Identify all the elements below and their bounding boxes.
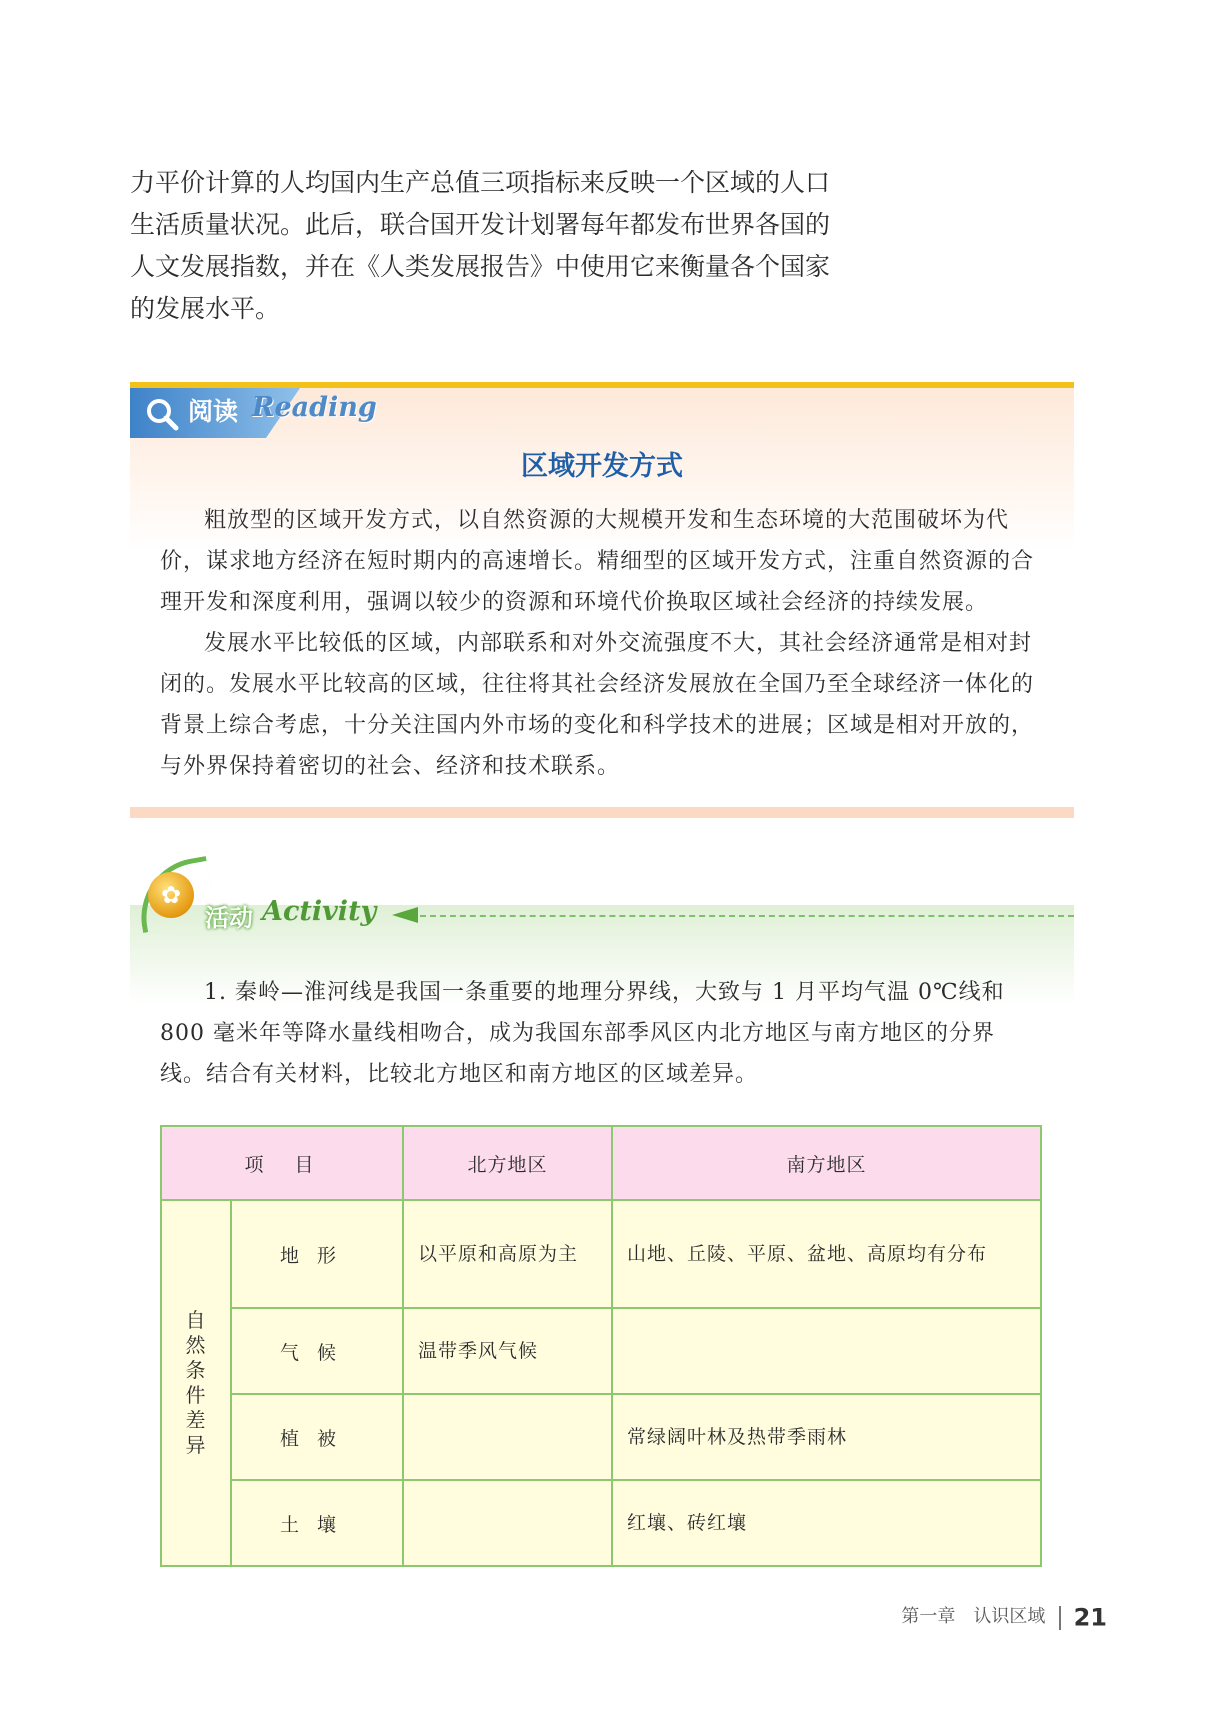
group-label-cell [161,1200,231,1566]
south-cell[interactable]: 红壤、砖红壤 [612,1480,1041,1566]
table-row [161,1480,1041,1566]
activity-arrow-icon [392,907,418,923]
table-row [161,1394,1041,1480]
item-cell: 地形 [231,1200,403,1308]
north-cell[interactable]: 以平原和高原为主 [403,1200,612,1308]
reading-top-bar [130,382,1074,388]
region-difference-table [160,1125,1042,1567]
reading-box [130,382,1074,818]
chapter-label: 第一章 认识区域 [901,1606,1046,1627]
south-cell[interactable] [612,1308,1041,1394]
table-row [161,1308,1041,1394]
dove-icon: ✿ [148,872,194,918]
header-north: 北方地区 [403,1126,612,1200]
reading-paragraph-2: 发展水平比较低的区域，内部联系和对外交流强度不大，其社会经济通常是相对封闭的。发展水平比较高的区域，往往将其社会经济发展放在全国乃至全球经济一体化的背景上综合考虑，十分关注国内外市场的变化和科学技术的进展；区域是相对开放的，与外界保持着密切的社会、经济和技术联系。 [160,631,1035,779]
reading-script-label: Reading [252,392,377,423]
item-cell: 植被 [231,1394,403,1480]
header-item: 项 目 [161,1126,403,1200]
footer-divider [1059,1606,1061,1630]
south-cell[interactable]: 常绿阔叶林及热带季雨林 [612,1394,1041,1480]
page-number: 21 [1073,1603,1107,1632]
item-cell: 土壤 [231,1480,403,1566]
page-footer [901,1602,1107,1632]
table-header-row [161,1126,1041,1200]
north-cell[interactable] [403,1480,612,1566]
header-south: 南方地区 [612,1126,1041,1200]
table-row [161,1200,1041,1308]
reading-title: 区域开发方式 [521,451,683,482]
activity-script-label: Activity [262,896,377,927]
item-cell: 气候 [231,1308,403,1394]
reading-bottom-bar [130,807,1074,818]
reading-body [160,500,1040,787]
magnifier-icon [144,396,180,432]
reading-label: 阅读 [188,397,239,426]
activity-dashed-line [420,915,1074,917]
north-cell[interactable]: 温带季风气候 [403,1308,612,1394]
south-cell[interactable]: 山地、丘陵、平原、盆地、高原均有分布 [612,1200,1041,1308]
activity-label: 活动 [205,904,253,932]
intro-paragraph: 力平价计算的人均国内生产总值三项指标来反映一个区域的人口生活质量状况。此后，联合国开发计划署每年都发布世界各国的人文发展指数，并在《人类发展报告》中使用它来衡量各个国家的发展水平。 [130,168,831,323]
north-cell[interactable] [403,1394,612,1480]
group-label: 自然条件差异 [185,1308,207,1457]
reading-paragraph-1: 粗放型的区域开发方式，以自然资源的大规模开发和生态环境的大范围破坏为代价，谋求地方经济在短时期内的高速增长。精细型的区域开发方式，注重自然资源的合理开发和深度利用，强调以较少的资源和环境代价换取区域社会经济的持续发展。 [160,508,1035,615]
activity-text: 1. 秦岭—淮河线是我国一条重要的地理分界线，大致与 1 月平均气温 0℃线和 800 毫米年等降水量线相吻合，成为我国东部季风区内北方地区与南方地区的分界线。结合有关材料，比较北方地区和南方地区的区域差异。 [160,980,1005,1087]
